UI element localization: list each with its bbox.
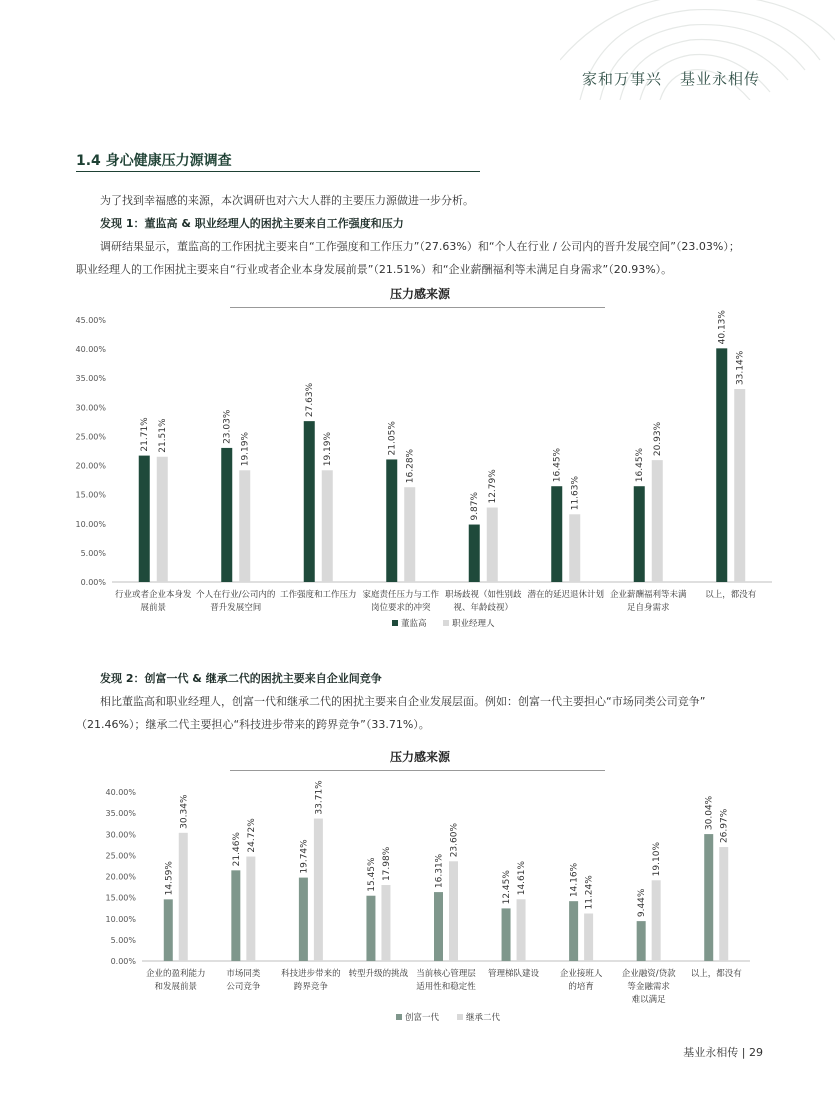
bar-series1: [569, 901, 578, 961]
bar-series2: [517, 899, 526, 961]
bar-series2: [652, 880, 661, 961]
bar-series2: [239, 470, 250, 582]
legend: [392, 618, 495, 629]
bar-series1: [502, 908, 511, 961]
data-label: 14.59%: [164, 861, 175, 896]
bar-series1: [386, 459, 397, 582]
y-tick-label: 0.00%: [110, 957, 136, 966]
chart2-title-rule: [230, 770, 605, 771]
legend-swatch: [443, 620, 449, 626]
bar-series2: [487, 508, 498, 582]
data-label: 40.13%: [717, 310, 728, 345]
chart1: [60, 310, 775, 640]
section-title: 1.4 身心健康压力源调查: [76, 153, 232, 169]
legend-label: 创富一代: [405, 1013, 440, 1023]
category-label: 科技进步带来的: [281, 969, 341, 979]
category-label: 岗位要求的冲突: [370, 603, 431, 613]
y-tick-label: 5.00%: [80, 548, 106, 558]
category-label: 管理梯队建设: [488, 969, 540, 979]
category-label: 家庭责任压力与工作: [362, 590, 440, 600]
data-label: 16.28%: [405, 448, 416, 484]
y-tick-label: 30.00%: [105, 830, 136, 840]
bar-series2: [157, 457, 168, 582]
data-label: 33.14%: [735, 350, 746, 386]
bar-series1: [164, 899, 173, 961]
category-label: 和发展前景: [154, 982, 198, 992]
category-label: 当前核心管理层: [416, 969, 476, 979]
category-label: 行业或者企业本身发: [114, 590, 192, 600]
bar-series1: [551, 486, 562, 582]
data-label: 19.19%: [323, 431, 334, 467]
data-label: 30.04%: [704, 795, 715, 831]
motto-left: 家和万事兴: [581, 70, 662, 88]
category-label: 转型升级的挑战: [348, 969, 409, 979]
data-label: 11.63%: [570, 475, 581, 511]
finding1-title: 发现 1：董监高 & 职业经理人的困扰主要来自工作强度和压力: [100, 217, 404, 230]
data-label: 14.61%: [517, 860, 528, 896]
chart2: [60, 775, 775, 1030]
category-label: 跨界竞争: [293, 982, 328, 992]
bar-series1: [221, 448, 232, 582]
bar-series2: [652, 460, 663, 582]
data-label: 33.71%: [314, 780, 325, 815]
data-label: 12.45%: [502, 870, 513, 905]
category-label: 企业融资/贷款: [621, 969, 676, 979]
bar-series1: [299, 878, 308, 961]
data-label: 19.74%: [299, 839, 310, 874]
category-label: 工作强度和工作压力: [279, 590, 357, 600]
bar-series1: [139, 456, 150, 582]
bar-series1: [231, 870, 240, 961]
category-label: 市场同类: [226, 969, 261, 979]
legend-swatch: [396, 1014, 402, 1020]
bar-series2: [381, 885, 390, 961]
category-label: 企业接班人: [559, 969, 603, 979]
chart1-title: 压力感来源: [389, 287, 450, 301]
data-label: 16.45%: [552, 447, 563, 483]
y-tick-label: 40.00%: [75, 345, 106, 355]
finding2-body-line2: （21.46%）；继承二代主要担心“科技进步带来的跨界竞争”（33.71%）。: [76, 718, 430, 731]
y-tick-label: 45.00%: [75, 316, 106, 325]
bar-series2: [584, 914, 593, 961]
legend-label: 职业经理人: [452, 619, 495, 629]
bar-series2: [734, 389, 745, 582]
y-tick-label: 40.00%: [105, 788, 136, 797]
bar-series1: [634, 486, 645, 582]
bar-series2: [404, 487, 415, 582]
y-tick-label: 35.00%: [75, 374, 106, 384]
category-label: 展前景: [140, 603, 167, 613]
y-tick-label: 30.00%: [75, 403, 106, 413]
category-label: 足自身需求: [626, 603, 670, 613]
data-label: 21.71%: [140, 417, 151, 452]
bar-series1: [469, 525, 480, 582]
section-divider: [76, 171, 480, 172]
category-label: 难以满足: [631, 995, 666, 1005]
data-label: 9.87%: [470, 491, 481, 521]
data-label: 12.79%: [488, 469, 499, 504]
legend-swatch: [392, 620, 398, 626]
legend: [396, 1012, 501, 1023]
y-tick-label: 25.00%: [105, 851, 136, 861]
data-label: 26.97%: [719, 808, 730, 844]
finding2-title: 发现 2：创富一代 & 继承二代的困扰主要来自企业间竞争: [100, 672, 382, 685]
y-tick-label: 20.00%: [75, 461, 106, 471]
category-label: 个人在行业/公司内的: [196, 590, 276, 600]
y-tick-label: 20.00%: [105, 872, 136, 882]
data-label: 19.19%: [240, 431, 251, 467]
finding1-body-line2: 职业经理人的工作困扰主要来自“行业或者企业本身发展前景”（21.51%）和“企业薪酬福利等未满足自身需求”（20.93%）。: [76, 263, 673, 276]
category-label: 视、年龄歧视）: [453, 603, 514, 613]
motto-right: 基业永相传: [679, 70, 760, 88]
header-motto: [564, 68, 760, 89]
data-label: 20.93%: [653, 421, 664, 457]
data-label: 16.45%: [635, 447, 646, 483]
data-label: 21.51%: [158, 418, 169, 453]
category-label: 适用性和稳定性: [416, 982, 476, 992]
data-label: 30.34%: [179, 794, 190, 829]
bar-series2: [322, 470, 333, 582]
data-label: 15.45%: [366, 857, 377, 892]
y-tick-label: 0.00%: [80, 578, 106, 587]
category-label: 晋升发展空间: [210, 603, 262, 613]
data-label: 24.72%: [246, 818, 257, 853]
legend-swatch: [457, 1014, 463, 1020]
data-label: 21.46%: [231, 832, 242, 867]
category-label: 等金融需求: [627, 982, 670, 992]
bar-series1: [434, 892, 443, 961]
category-label: 的培育: [568, 982, 594, 992]
y-tick-label: 25.00%: [75, 432, 106, 442]
bar-series1: [304, 421, 315, 582]
bar-series1: [704, 834, 713, 961]
data-label: 11.24%: [584, 875, 595, 910]
y-tick-label: 15.00%: [105, 893, 136, 903]
data-label: 9.44%: [637, 888, 648, 918]
legend-label: 董监高: [401, 619, 427, 629]
category-label: 潜在的延迟退休计划: [527, 590, 605, 600]
y-tick-label: 10.00%: [75, 519, 106, 529]
legend-label: 继承二代: [466, 1013, 501, 1023]
bar-series1: [366, 896, 375, 961]
bar-series2: [179, 833, 188, 961]
category-label: 以上，都没有: [705, 590, 757, 600]
bar-series2: [449, 861, 458, 961]
data-label: 19.10%: [652, 841, 663, 877]
data-label: 21.05%: [387, 421, 398, 456]
category-label: 企业薪酬福利等未满: [609, 590, 687, 600]
bar-series2: [246, 857, 255, 961]
data-label: 27.63%: [305, 382, 316, 418]
bar-series2: [314, 819, 323, 961]
category-label: 职场歧视（如性别歧: [444, 590, 522, 600]
category-label: 企业的盈利能力: [146, 969, 206, 979]
bar-series2: [719, 847, 728, 961]
bar-series2: [569, 514, 580, 582]
category-label: 公司竞争: [226, 982, 261, 992]
chart1-title-rule: [230, 307, 605, 308]
y-tick-label: 10.00%: [105, 914, 136, 924]
data-label: 23.60%: [449, 822, 460, 858]
data-label: 23.03%: [222, 409, 233, 444]
category-label: 以上，都没有: [690, 969, 742, 979]
page-footer: 基业永相传 | 29: [683, 1046, 763, 1059]
bar-series1: [637, 921, 646, 961]
intro-paragraph: 为了找到幸福感的来源，本次调研也对六大人群的主要压力源做进一步分析。: [100, 194, 474, 207]
chart2-title: 压力感来源: [389, 750, 450, 764]
y-tick-label: 5.00%: [110, 935, 136, 945]
finding1-body-line1: 调研结果显示，董监高的工作困扰主要来自“工作强度和工作压力”（27.63%）和“个人在行业 / 公司内的晋升发展空间”（23.03%）；: [100, 240, 740, 253]
data-label: 16.31%: [434, 853, 445, 889]
y-tick-label: 15.00%: [75, 490, 106, 500]
data-label: 14.16%: [569, 862, 580, 898]
data-label: 17.98%: [381, 846, 392, 882]
finding2-body-line1: 相比董监高和职业经理人，创富一代和继承二代的困扰主要来自企业发展层面。例如：创富一代主要担心“市场同类公司竞争”: [100, 695, 706, 708]
y-tick-label: 35.00%: [105, 809, 136, 819]
bar-series1: [716, 348, 727, 582]
